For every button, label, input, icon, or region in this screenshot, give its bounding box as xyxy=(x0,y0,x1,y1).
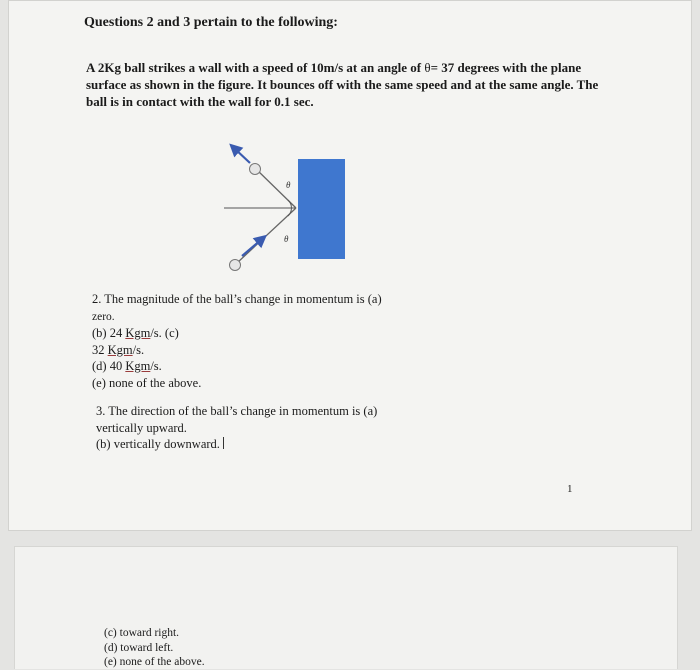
q3-option-e: (e) none of the above. xyxy=(104,656,205,668)
ball-incoming xyxy=(230,260,241,271)
q3-option-c: (c) toward right. xyxy=(104,627,180,639)
q2-option-e: (e) none of the above. xyxy=(92,375,202,390)
text-cursor xyxy=(223,437,224,449)
q3-option-b[interactable]: (b) vertically downward. xyxy=(96,436,426,453)
page-number: 1 xyxy=(567,483,573,495)
theta-symbol: θ xyxy=(424,60,431,75)
problem-text-end: = 37 degrees with the plane surface as shown in the figure. It bounces off with the same speed and at the same angle. The ball is in contact with the wall for 0.1 sec. xyxy=(86,60,599,109)
q3-stem: 3. The direction of the ball’s change in momentum is (a) xyxy=(96,404,378,418)
q2-option-a: zero. xyxy=(92,310,115,323)
incoming-velocity-arrow xyxy=(242,239,262,256)
wall-block xyxy=(298,159,345,259)
question-3-continued xyxy=(104,626,404,670)
problem-text-start: A 2Kg ball strikes a wall with a speed of 10m/s at an angle of xyxy=(86,60,425,75)
q2-option-c: 32 Kgm/s. xyxy=(92,342,145,357)
q2-option-d: (d) 40 Kgm/s. xyxy=(92,359,162,373)
outgoing-velocity-arrow xyxy=(234,148,250,163)
wall-bounce-figure xyxy=(210,138,360,276)
angle-label-top: θ xyxy=(286,180,291,190)
question-3 xyxy=(96,403,426,453)
q3-option-a: vertically upward. xyxy=(96,420,187,435)
section-header: Questions 2 and 3 pertain to the following: xyxy=(84,15,338,30)
ball-outgoing xyxy=(250,164,261,175)
question-2 xyxy=(92,291,422,391)
angle-label-bottom: θ xyxy=(284,234,289,244)
problem-statement xyxy=(86,59,606,110)
q2-stem: 2. The magnitude of the ball’s change in momentum is (a) xyxy=(92,292,382,306)
q3-option-d: (d) toward left. xyxy=(104,641,174,654)
q2-option-b: (b) 24 Kgm/s. (c) xyxy=(92,326,179,340)
